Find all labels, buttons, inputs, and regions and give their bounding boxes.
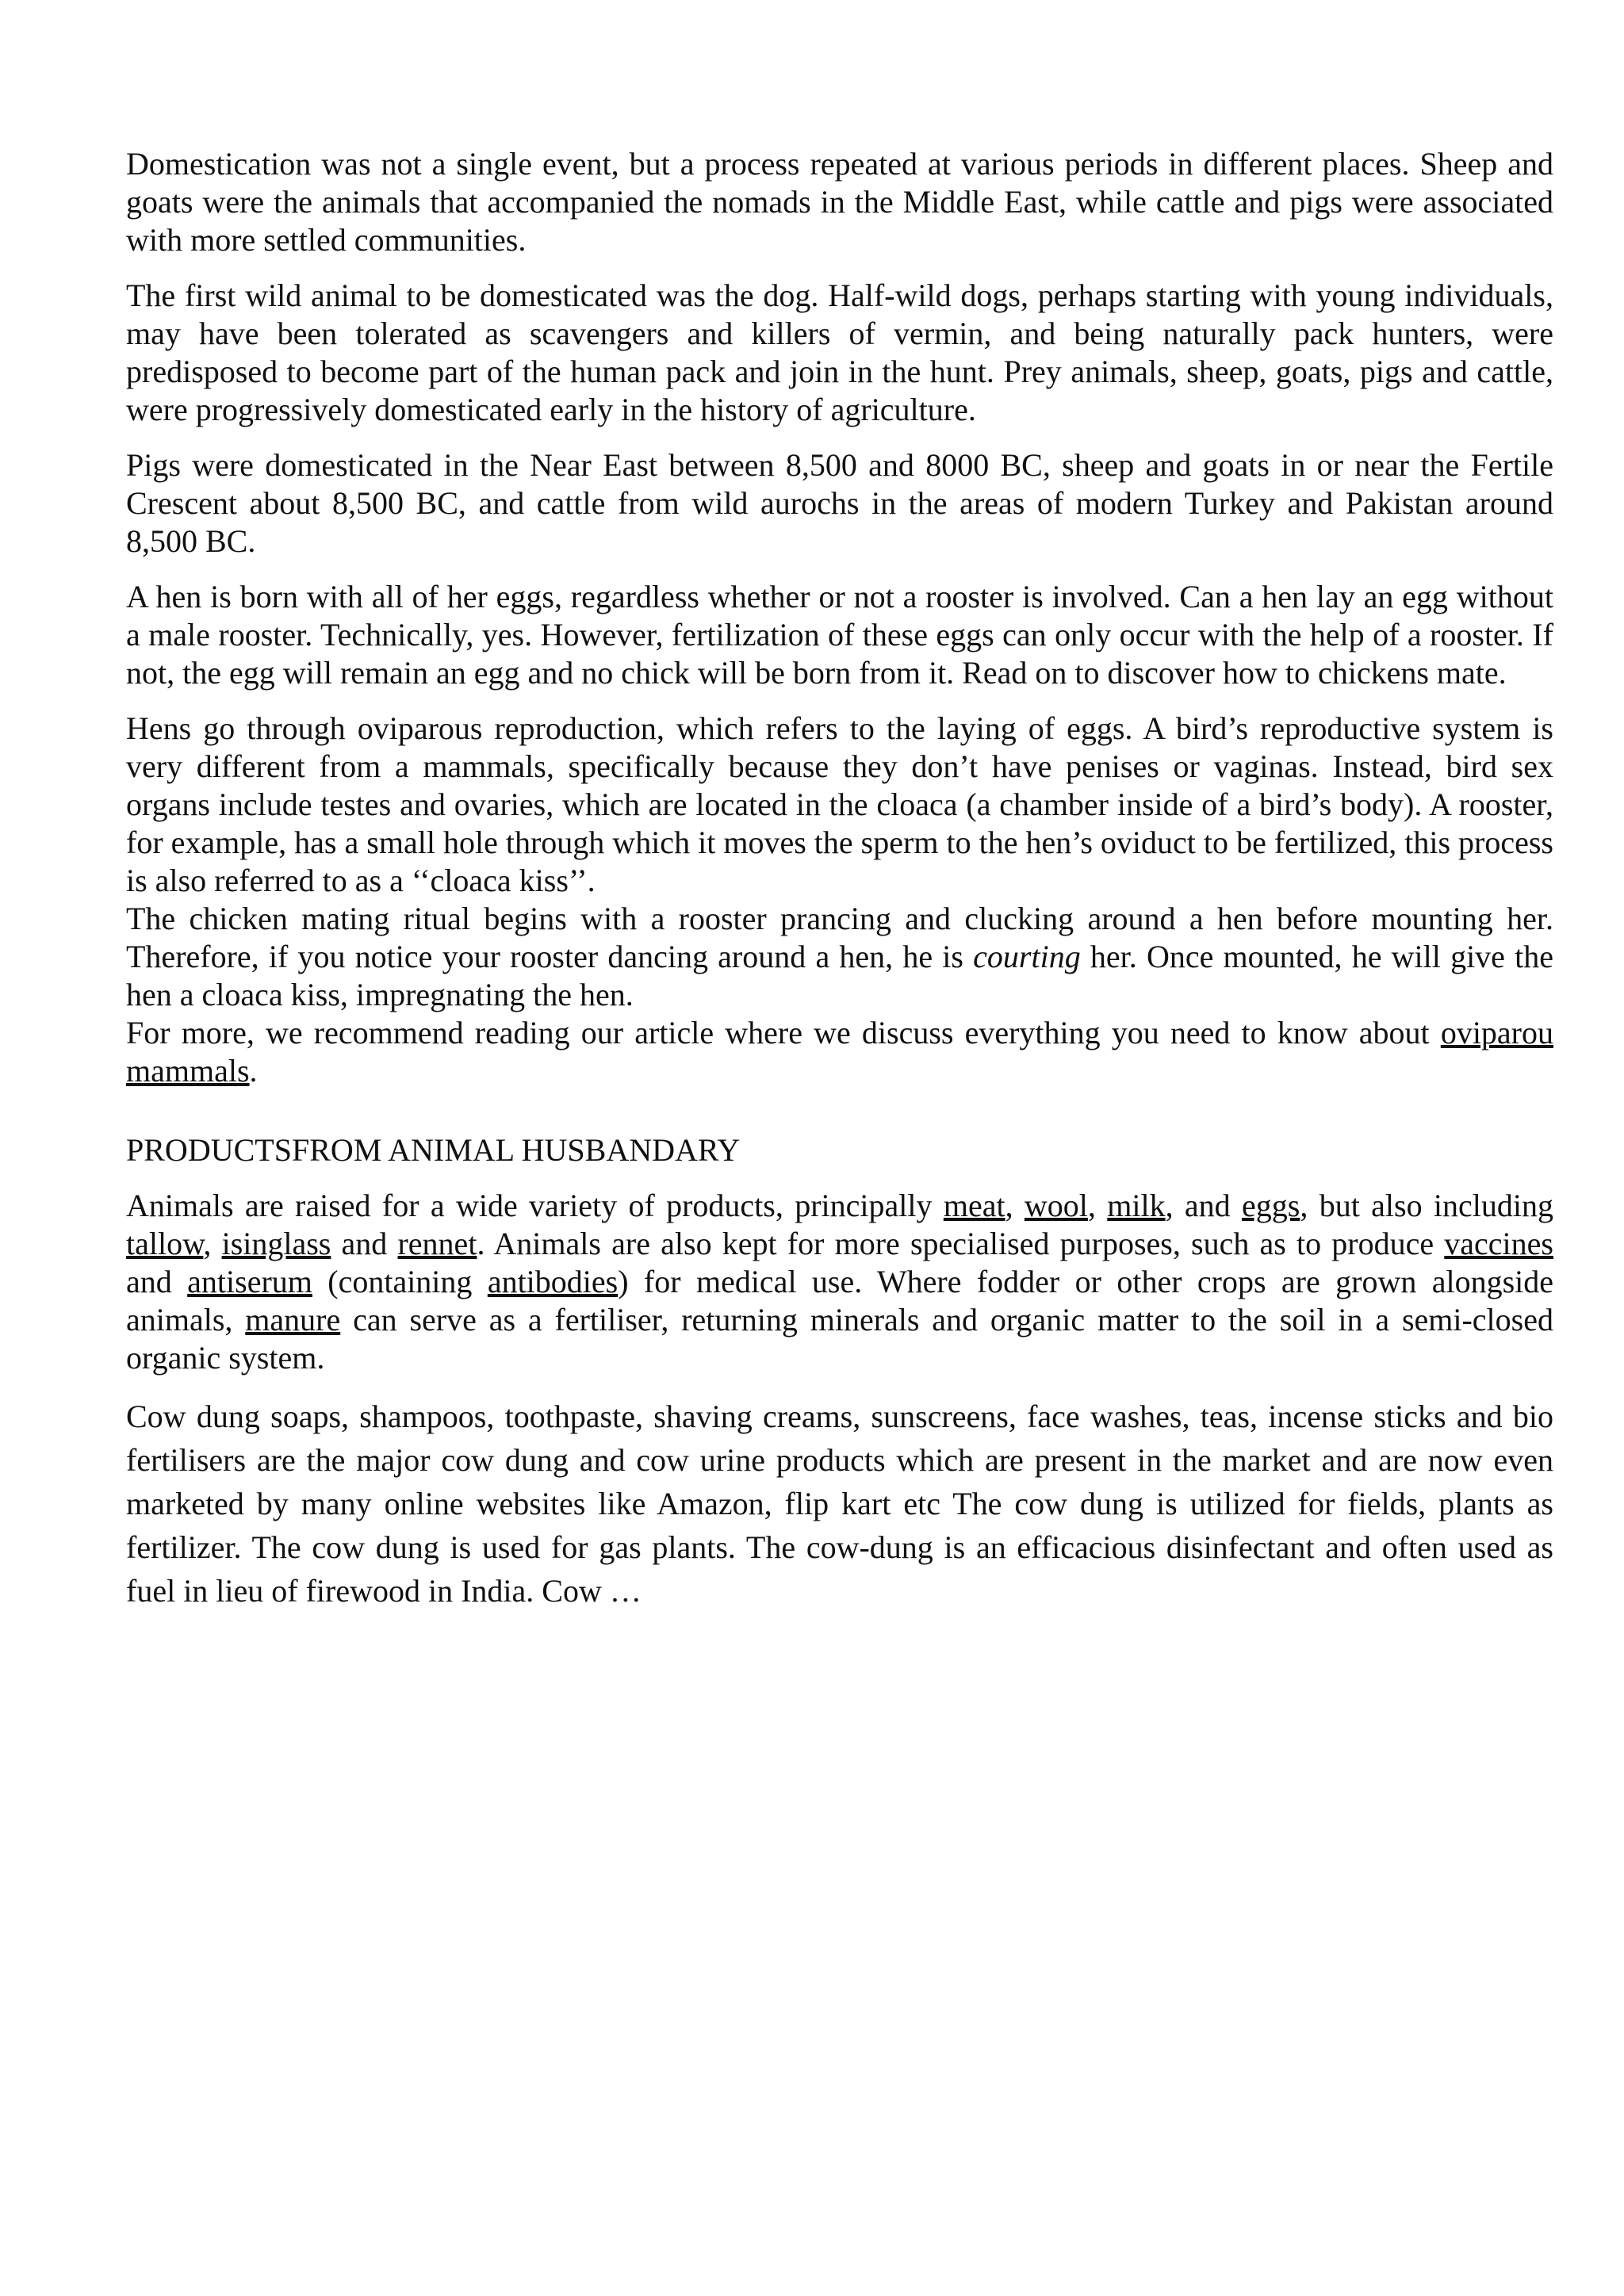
text-span: can serve as a fertiliser, returning minerals and organic matter to the soil in a semi-closed organic system.	[126, 1302, 1553, 1376]
paragraph-cow-dung: Cow dung soaps, shampoos, toothpaste, shaving creams, sunscreens, face washes, teas, incense sticks and bio fertilisers are the major cow dung and cow urine products which are present in the market and are now even marketed by many online websites like Amazon, flip kart etc The cow dung is utilized for fields, plants as fertilizer. The cow dung is used for gas plants. The cow-dung is an efficacious disinfectant and often used as fuel in lieu of firewood in India. Cow …	[126, 1399, 1553, 1609]
text-span: and	[331, 1226, 398, 1261]
paragraph-domestication-dates: Pigs were domesticated in the Near East between 8,500 and 8000 BC, sheep and goats in or near the Fertile Crescent about 8,500 BC, and cattle from wild aurochs in the areas of modern Turkey and Pakistan around 8,500 BC.	[126, 447, 1553, 559]
paragraph-recommend-reading	[126, 1014, 1553, 1090]
link-oviparou-mammals[interactable]: oviparou mammals	[126, 1015, 1553, 1089]
text-span: ,	[1005, 1188, 1025, 1223]
link-meat[interactable]: meat	[943, 1188, 1005, 1223]
text-span: , but also including	[1300, 1188, 1554, 1223]
text-span: her. Once mounted, he will give the hen a cloaca kiss, impregnating the hen.	[126, 939, 1553, 1012]
paragraph-dog-domestication: The first wild animal to be domesticated was the dog. Half-wild dogs, perhaps starting with young individuals, may have been tolerated as scavengers and killers of vermin, and being naturally pack hunters, were predisposed to become part of the human pack and join in the hunt. Prey animals, sheep, goats, pigs and cattle, were progressively domesticated early in the history of agriculture.	[126, 277, 1553, 427]
document-page	[126, 145, 1553, 1613]
paragraph-oviparous-reproduction: Hens go through oviparous reproduction, which refers to the laying of eggs. A bird’s reproductive system is very different from a mammals, specifically because they don’t have penises or vaginas. Instead, bird sex organs include testes and ovaries, which are located in the cloaca (a chamber inside of a bird’s body). A rooster, for example, has a small hole through which it moves the sperm to the hen’s oviduct to be fertilized, this process is also referred to as a ‘‘cloaca kiss’’.	[126, 710, 1553, 898]
link-rennet[interactable]: rennet	[397, 1226, 477, 1261]
link-milk[interactable]: milk	[1107, 1188, 1166, 1223]
section-heading: PRODUCTSFROM ANIMAL HUSBANDARY	[126, 1132, 741, 1168]
italic-text: courting	[973, 939, 1081, 974]
text-span: . Animals are also kept for more specialised purposes, such as to produce	[477, 1226, 1445, 1261]
paragraph-hen-eggs: A hen is born with all of her eggs, regardless whether or not a rooster is involved. Can a hen lay an egg without a male rooster. Technically, yes. However, fertilization of these eggs can only occur with the help of a rooster. If not, the egg will remain an egg and no chick will be born from it. Read on to discover how to chickens mate.	[126, 579, 1553, 691]
paragraph-products	[126, 1187, 1553, 1377]
text-span: The chicken mating ritual begins with a rooster prancing and clucking around a hen before mounting her. Therefore, if you notice your rooster dancing around a hen, he is	[126, 901, 1553, 974]
link-eggs[interactable]: eggs	[1242, 1188, 1300, 1223]
link-wool[interactable]: wool	[1024, 1188, 1088, 1223]
text-span: (containing	[312, 1264, 488, 1299]
link-manure[interactable]: manure	[245, 1302, 341, 1337]
text-span: Animals are raised for a wide variety of products, principally	[126, 1188, 944, 1223]
text-span: , and	[1165, 1188, 1243, 1223]
link-vaccines[interactable]: vaccines	[1444, 1226, 1553, 1261]
text-span: For more, we recommend reading our article where we discuss everything you need to know about	[126, 1015, 1441, 1050]
link-tallow[interactable]: tallow	[126, 1226, 204, 1261]
text-span: .	[249, 1053, 258, 1089]
link-antibodies[interactable]: antibodies	[487, 1264, 619, 1299]
text-span: ) for medical use. Where fodder or other crops are grown alongside animals,	[126, 1264, 1554, 1337]
text-span: ,	[1087, 1188, 1108, 1223]
paragraph-mating-ritual	[126, 900, 1553, 1014]
link-antiserum[interactable]: antiserum	[187, 1264, 312, 1299]
link-isinglass[interactable]: isinglass	[221, 1226, 331, 1261]
text-span: ,	[203, 1226, 222, 1261]
text-span: and	[126, 1264, 188, 1299]
paragraph-domestication: Domestication was not a single event, but a process repeated at various periods in different places. Sheep and goats were the animals that accompanied the nomads in the Middle East, while cattle and pigs were associated with more settled communities.	[126, 146, 1553, 258]
